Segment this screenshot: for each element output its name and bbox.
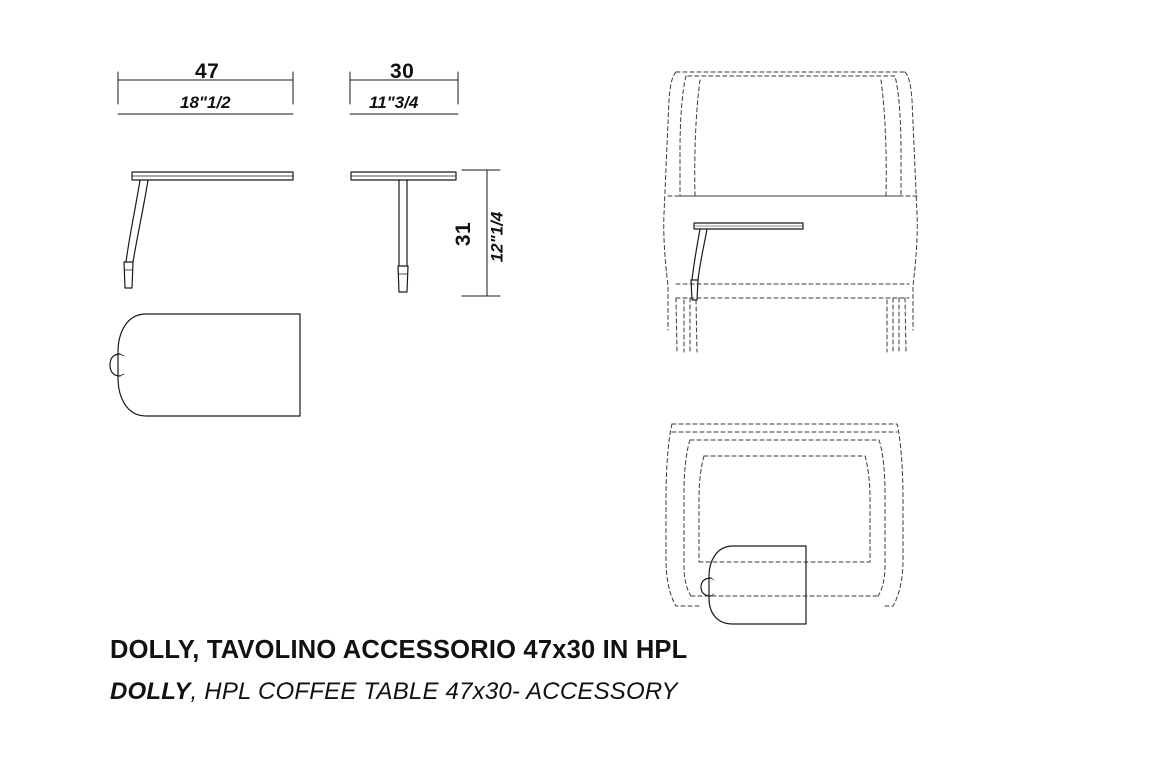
table-over-armchair-top — [701, 546, 806, 624]
table-over-armchair-front — [691, 223, 803, 300]
dimension-label-depth-metric: 30 — [390, 60, 415, 83]
dimension-label-width-metric: 47 — [195, 60, 220, 83]
side-elevation-table — [351, 172, 456, 292]
caption-title-english-brand: DOLLY — [110, 678, 191, 705]
caption-title-english — [110, 678, 678, 706]
front-elevation-table — [124, 172, 293, 288]
caption-title-italian: DOLLY, TAVOLINO ACCESSORIO 47x30 IN HPL — [110, 636, 688, 664]
top-plan-table — [110, 314, 300, 416]
dimension-label-depth-imperial: 11"3/4 — [369, 93, 419, 112]
dimension-label-height-metric: 31 — [452, 221, 476, 247]
dimension-label-height-imperial: 12"1/4 — [487, 211, 507, 263]
armchair-top-view — [666, 424, 903, 606]
caption-title-english-rest: , HPL COFFEE TABLE 47x30- ACCESSORY — [190, 678, 678, 705]
armchair-front-view — [664, 72, 918, 352]
dimension-label-width-imperial: 18"1/2 — [180, 93, 231, 112]
